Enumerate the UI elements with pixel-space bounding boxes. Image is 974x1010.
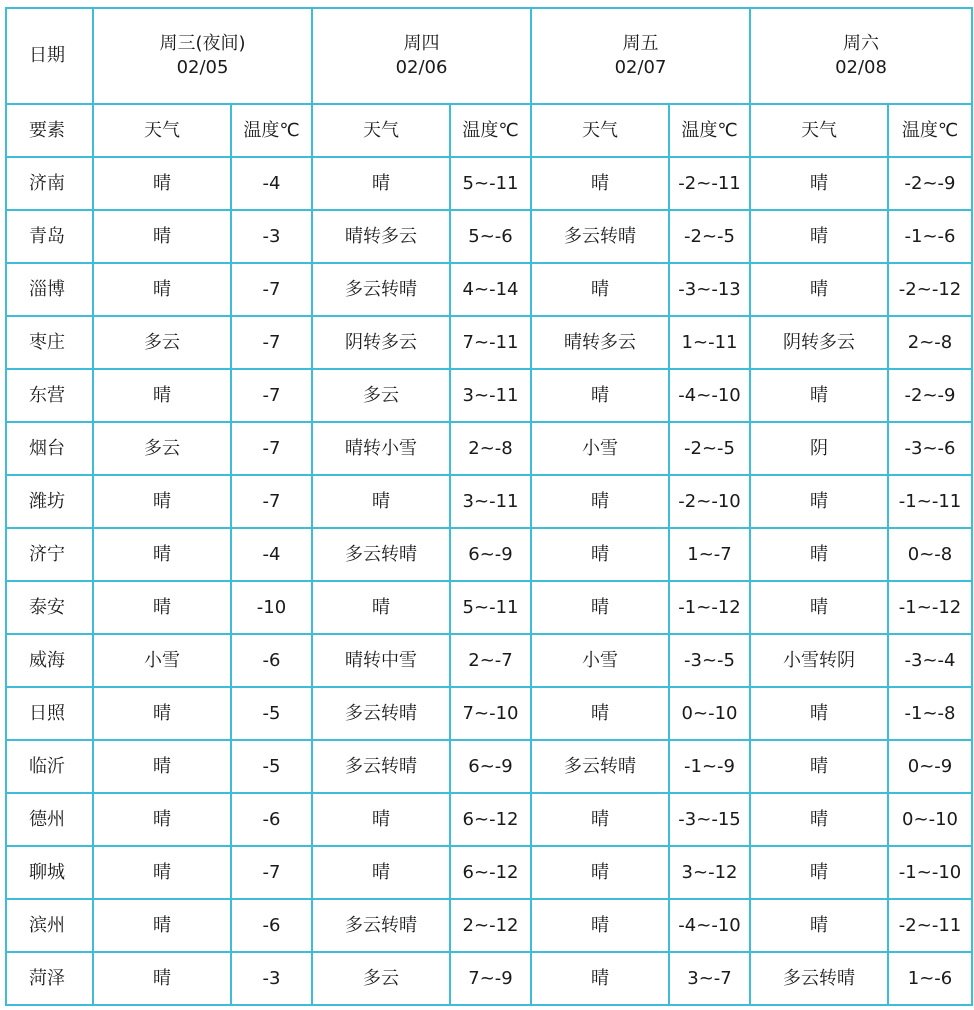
element-label: 要素	[6, 104, 93, 157]
weather-cell: 多云转晴	[531, 210, 669, 263]
temperature-cell: -4~-10	[669, 369, 750, 422]
temperature-cell: -2~-11	[669, 157, 750, 210]
table-row	[6, 846, 972, 899]
weather-cell: 晴	[93, 157, 231, 210]
table-row	[6, 422, 972, 475]
city-name: 青岛	[6, 210, 93, 263]
weather-cell: 小雪	[531, 634, 669, 687]
weather-cell: 多云	[93, 422, 231, 475]
city-name: 德州	[6, 793, 93, 846]
weather-cell: 晴	[531, 846, 669, 899]
temperature-cell: -1~-12	[669, 581, 750, 634]
city-name: 菏泽	[6, 952, 93, 1005]
table-row	[6, 475, 972, 528]
temperature-cell: -2~-9	[888, 157, 972, 210]
weather-cell: 多云	[312, 952, 450, 1005]
weather-cell: 晴	[93, 952, 231, 1005]
weather-cell: 晴	[531, 581, 669, 634]
weather-cell: 晴	[750, 157, 888, 210]
weather-cell: 晴	[750, 687, 888, 740]
weather-cell: 晴	[750, 846, 888, 899]
weather-cell: 多云转晴	[312, 263, 450, 316]
weather-cell: 阴	[750, 422, 888, 475]
city-name: 枣庄	[6, 316, 93, 369]
temperature-cell: -7	[231, 316, 312, 369]
temperature-cell: 6~-9	[450, 528, 531, 581]
temperature-cell: -6	[231, 634, 312, 687]
temperature-cell: 3~-11	[450, 369, 531, 422]
temperature-cell: 1~-7	[669, 528, 750, 581]
temperature-cell: -1~-11	[888, 475, 972, 528]
city-name: 淄博	[6, 263, 93, 316]
temperature-cell: 1~-6	[888, 952, 972, 1005]
table-row	[6, 263, 972, 316]
weather-cell: 阴转多云	[312, 316, 450, 369]
temperature-cell: -1~-9	[669, 740, 750, 793]
weather-cell: 晴	[531, 475, 669, 528]
temperature-cell: 3~-7	[669, 952, 750, 1005]
temperature-cell: -5	[231, 740, 312, 793]
temperature-cell: 0~-10	[888, 793, 972, 846]
temperature-cell: 1~-11	[669, 316, 750, 369]
temperature-cell: 0~-10	[669, 687, 750, 740]
table-row	[6, 634, 972, 687]
table-body	[6, 8, 972, 1005]
day-header-1	[93, 8, 312, 104]
temperature-cell: -2~-5	[669, 210, 750, 263]
weather-column-header: 天气	[750, 104, 888, 157]
weather-cell: 多云	[312, 369, 450, 422]
temperature-cell: -7	[231, 369, 312, 422]
day-name: 周五	[622, 33, 659, 54]
temperature-cell: -4	[231, 157, 312, 210]
weather-cell: 晴	[312, 846, 450, 899]
temperature-cell: 5~-6	[450, 210, 531, 263]
city-name: 威海	[6, 634, 93, 687]
weather-cell: 阴转多云	[750, 316, 888, 369]
weather-column-header: 天气	[312, 104, 450, 157]
weather-cell: 晴转多云	[312, 210, 450, 263]
day-date: 02/05	[176, 57, 229, 78]
temperature-cell: 4~-14	[450, 263, 531, 316]
weather-column-header: 天气	[531, 104, 669, 157]
weather-cell: 晴	[93, 581, 231, 634]
temperature-column-header: 温度℃	[669, 104, 750, 157]
table-row	[6, 687, 972, 740]
temperature-cell: -10	[231, 581, 312, 634]
temperature-cell: -2~-9	[888, 369, 972, 422]
weather-cell: 多云转晴	[312, 740, 450, 793]
weather-cell: 晴	[531, 263, 669, 316]
temperature-cell: 2~-8	[450, 422, 531, 475]
weather-forecast-table	[5, 7, 973, 1006]
temperature-cell: -1~-12	[888, 581, 972, 634]
weather-cell: 晴	[312, 475, 450, 528]
date-header-row	[6, 8, 972, 104]
weather-cell: 多云转晴	[750, 952, 888, 1005]
weather-cell: 晴	[93, 475, 231, 528]
table-row	[6, 581, 972, 634]
city-name: 聊城	[6, 846, 93, 899]
day-name: 周四	[403, 33, 440, 54]
day-header-2	[312, 8, 531, 104]
weather-cell: 晴	[93, 687, 231, 740]
table-row	[6, 369, 972, 422]
weather-cell: 晴	[750, 793, 888, 846]
weather-cell: 晴	[531, 793, 669, 846]
weather-cell: 晴	[750, 528, 888, 581]
city-name: 济南	[6, 157, 93, 210]
day-date: 02/06	[395, 57, 448, 78]
weather-cell: 晴	[93, 210, 231, 263]
temperature-cell: -3~-6	[888, 422, 972, 475]
table-row	[6, 528, 972, 581]
weather-cell: 晴转多云	[531, 316, 669, 369]
temperature-column-header: 温度℃	[231, 104, 312, 157]
temperature-cell: 0~-9	[888, 740, 972, 793]
temperature-cell: 3~-12	[669, 846, 750, 899]
weather-cell: 晴	[531, 687, 669, 740]
temperature-cell: -6	[231, 793, 312, 846]
weather-cell: 晴	[93, 899, 231, 952]
date-label: 日期	[6, 8, 93, 104]
weather-cell: 晴	[531, 899, 669, 952]
temperature-column-header: 温度℃	[450, 104, 531, 157]
city-name: 滨州	[6, 899, 93, 952]
city-name: 东营	[6, 369, 93, 422]
temperature-cell: -5	[231, 687, 312, 740]
temperature-cell: 5~-11	[450, 581, 531, 634]
weather-cell: 晴	[93, 263, 231, 316]
temperature-cell: -3	[231, 210, 312, 263]
weather-cell: 晴	[312, 581, 450, 634]
weather-cell: 晴	[531, 952, 669, 1005]
weather-cell: 晴	[750, 263, 888, 316]
table-row	[6, 899, 972, 952]
element-header-row	[6, 104, 972, 157]
temperature-cell: -4	[231, 528, 312, 581]
temperature-cell: 3~-11	[450, 475, 531, 528]
temperature-cell: -4~-10	[669, 899, 750, 952]
temperature-cell: -7	[231, 475, 312, 528]
weather-cell: 晴	[93, 793, 231, 846]
weather-cell: 多云	[93, 316, 231, 369]
temperature-cell: -6	[231, 899, 312, 952]
temperature-cell: -7	[231, 263, 312, 316]
city-name: 潍坊	[6, 475, 93, 528]
table-row	[6, 157, 972, 210]
temperature-cell: 2~-12	[450, 899, 531, 952]
weather-cell: 晴	[531, 528, 669, 581]
weather-cell: 晴	[531, 157, 669, 210]
temperature-cell: -3~-15	[669, 793, 750, 846]
day-name: 周六	[843, 33, 880, 54]
weather-cell: 晴	[93, 846, 231, 899]
temperature-column-header: 温度℃	[888, 104, 972, 157]
temperature-cell: 6~-12	[450, 846, 531, 899]
city-name: 日照	[6, 687, 93, 740]
weather-column-header: 天气	[93, 104, 231, 157]
weather-cell: 晴转中雪	[312, 634, 450, 687]
weather-cell: 多云转晴	[312, 687, 450, 740]
weather-cell: 多云转晴	[531, 740, 669, 793]
day-header-4	[750, 8, 972, 104]
temperature-cell: -2~-5	[669, 422, 750, 475]
weather-cell: 多云转晴	[312, 528, 450, 581]
temperature-cell: -3~-5	[669, 634, 750, 687]
day-date: 02/08	[835, 57, 887, 78]
temperature-cell: -2~-10	[669, 475, 750, 528]
temperature-cell: -7	[231, 846, 312, 899]
temperature-cell: -2~-11	[888, 899, 972, 952]
temperature-cell: 7~-10	[450, 687, 531, 740]
weather-cell: 晴	[750, 369, 888, 422]
weather-cell: 多云转晴	[312, 899, 450, 952]
temperature-cell: -1~-8	[888, 687, 972, 740]
weather-cell: 小雪	[93, 634, 231, 687]
city-name: 济宁	[6, 528, 93, 581]
weather-cell: 晴	[750, 899, 888, 952]
temperature-cell: 6~-12	[450, 793, 531, 846]
table-row	[6, 740, 972, 793]
table-row	[6, 316, 972, 369]
city-name: 烟台	[6, 422, 93, 475]
day-date: 02/07	[614, 57, 667, 78]
weather-cell: 晴	[750, 210, 888, 263]
weather-cell: 晴	[750, 581, 888, 634]
temperature-cell: -1~-10	[888, 846, 972, 899]
temperature-cell: -3~-13	[669, 263, 750, 316]
weather-cell: 小雪	[531, 422, 669, 475]
temperature-cell: 5~-11	[450, 157, 531, 210]
weather-cell: 小雪转阴	[750, 634, 888, 687]
weather-cell: 晴	[93, 528, 231, 581]
table-row	[6, 210, 972, 263]
temperature-cell: 6~-9	[450, 740, 531, 793]
weather-cell: 晴	[93, 740, 231, 793]
day-header-3	[531, 8, 750, 104]
city-name: 泰安	[6, 581, 93, 634]
temperature-cell: 2~-7	[450, 634, 531, 687]
table-row	[6, 952, 972, 1005]
weather-cell: 晴	[93, 369, 231, 422]
temperature-cell: 0~-8	[888, 528, 972, 581]
day-name: 周三(夜间)	[159, 33, 246, 54]
weather-cell: 晴	[750, 475, 888, 528]
temperature-cell: -2~-12	[888, 263, 972, 316]
temperature-cell: -3	[231, 952, 312, 1005]
table-row	[6, 793, 972, 846]
weather-cell: 晴转小雪	[312, 422, 450, 475]
temperature-cell: 7~-9	[450, 952, 531, 1005]
temperature-cell: -7	[231, 422, 312, 475]
weather-cell: 晴	[750, 740, 888, 793]
temperature-cell: -1~-6	[888, 210, 972, 263]
temperature-cell: -3~-4	[888, 634, 972, 687]
temperature-cell: 7~-11	[450, 316, 531, 369]
weather-cell: 晴	[312, 793, 450, 846]
city-name: 临沂	[6, 740, 93, 793]
weather-cell: 晴	[312, 157, 450, 210]
temperature-cell: 2~-8	[888, 316, 972, 369]
weather-cell: 晴	[531, 369, 669, 422]
